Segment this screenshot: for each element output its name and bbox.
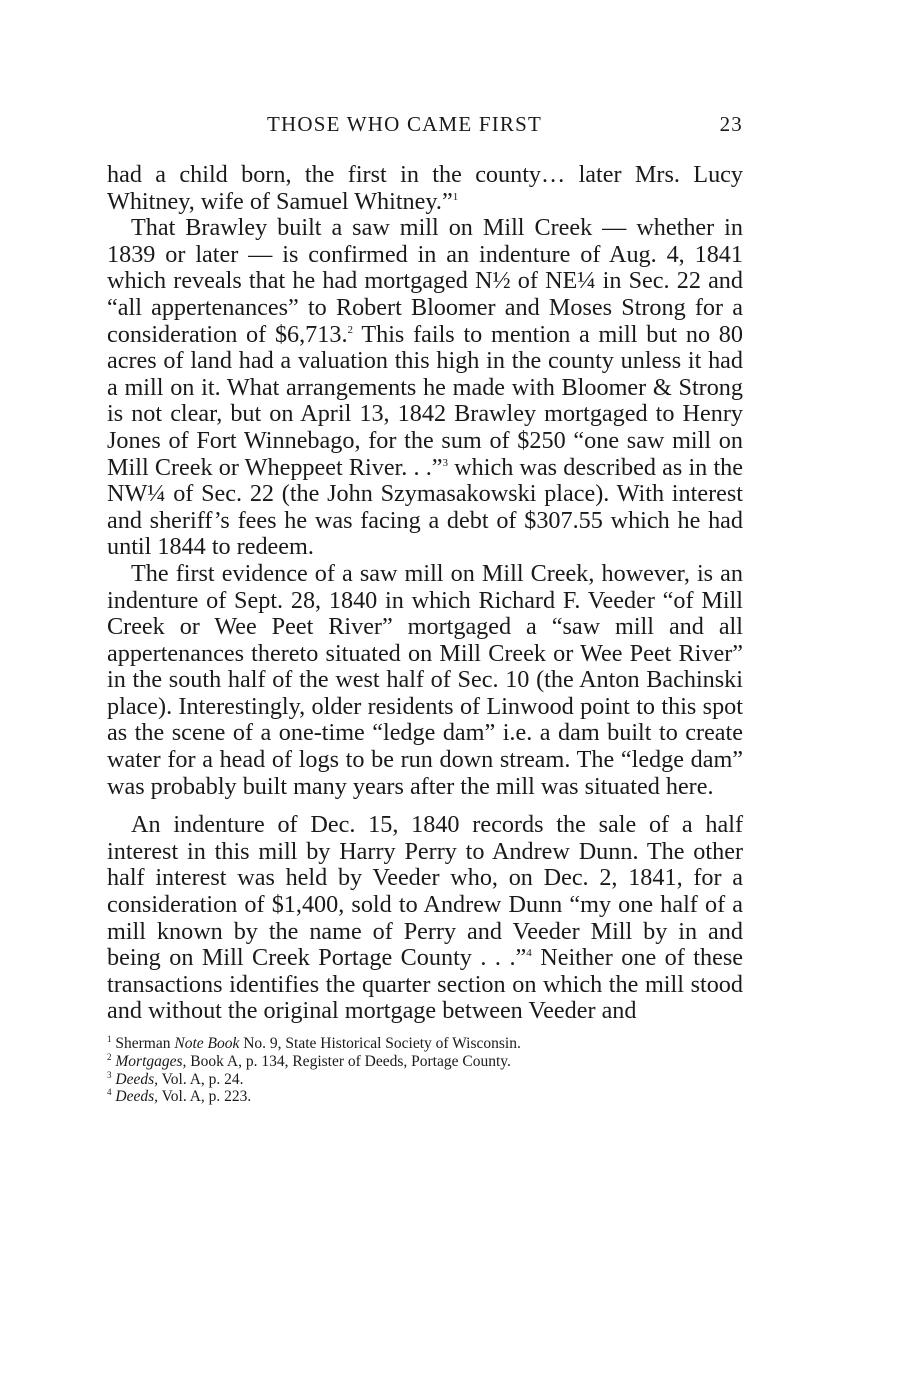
footnotes — [107, 1035, 743, 1106]
book-page — [107, 112, 743, 1106]
text-run: The first evidence of a saw mill on Mill Creek, however, is an indenture of Sept. 28, 1840 in which Richard F. Veeder “of Mill Creek or Wee Peet River” mortgaged a “saw mill and all appertenances thereto situated on Mill Creek or Wee Peet River” in the south half of the west half of Sec. 10 (the Anton Bachinski place). Interestingly, older residents of Linwood point to this spot as the scene of a one-time “ledge dam” i.e. a dam built to create water for a head of logs to be run down stream. The “ledge dam” was probably built many years after the mill was situated here. — [107, 559, 743, 800]
body-text — [107, 162, 743, 1025]
italic-title: Note Book — [174, 1035, 240, 1052]
footnote-number: 3 — [107, 1069, 112, 1080]
paragraph-2 — [107, 215, 743, 561]
italic-title: Deeds, — [115, 1070, 158, 1088]
footnote-number: 4 — [107, 1087, 112, 1098]
text-run: had a child born, the first in the county… later Mrs. Lucy Whitney, wife of Samuel Whitney.” — [107, 161, 743, 215]
footnote-number: 1 — [107, 1033, 112, 1044]
footnote-ref: 1 — [452, 190, 459, 203]
paragraph-1 — [107, 162, 743, 215]
text-run: Vol. A, p. 223. — [158, 1088, 252, 1106]
text-run: Book A, p. 134, Register of Deeds, Portage County. — [186, 1052, 511, 1070]
paragraph-4 — [107, 812, 743, 1025]
page-header — [107, 112, 743, 142]
text-run: That Brawley built a saw mill on Mill Creek — whether in 1839 or later — is confirmed in an indenture of Aug. 4, 1841 which reveals that he had mortgaged N½ of NE¼ in Sec. 22 and “all appertenances” to Robert Bloomer and Moses Strong for a consideration of $6,713. — [107, 214, 743, 348]
footnote-ref: 3 — [442, 456, 449, 469]
footnote-ref: 2 — [347, 323, 354, 336]
footnote-4 — [107, 1088, 743, 1106]
running-title: THOSE WHO CAME FIRST — [267, 112, 543, 136]
footnote-ref: 4 — [526, 947, 532, 960]
footnote-3 — [107, 1071, 743, 1089]
paragraph-3 — [107, 561, 743, 800]
footnote-number: 2 — [107, 1051, 112, 1062]
text-run: No. 9, State Historical Society of Wisconsin. — [239, 1035, 521, 1052]
text-run: Neither one of these transactions identifies the quarter section on which the mill stood and without the original mortgage between Veeder and — [107, 944, 743, 1025]
text-run: An indenture of Dec. 15, 1840 records the sale of a half interest in this mill by Harry Perry to Andrew Dunn. The other half interest was held by Veeder who, on Dec. 2, 1841, for a consideration of $1,400, sold to Andrew Dunn “my one half of a mill known by the name of Perry and Veeder Mill by in and being on Mill Creek Portage County . . .” — [107, 811, 743, 972]
text-run: which was described as in the NW¼ of Sec. 22 (the John Szymasakowski place). With interest and sheriff’s fees he was facing a debt of $307.55 which he had until 1844 to redeem. — [107, 453, 743, 561]
page-number: 23 — [719, 112, 743, 136]
footnote-2 — [107, 1053, 743, 1071]
text-run: Sherman — [111, 1035, 175, 1052]
text-run: This fails to mention a mill but no 80 acres of land had a valuation this high in the county unless it had a mill on it. What arrangements he made with Bloomer & Strong is not clear, but on April 13, 1842 Brawley mortgaged to Henry Jones of Fort Winnebago, for the sum of $250 “one saw mill on Mill Creek or Wheppeet River. . .” — [107, 320, 743, 481]
footnote-1 — [107, 1035, 743, 1053]
italic-title: Mortgages, — [115, 1052, 187, 1070]
text-run: Vol. A, p. 24. — [158, 1070, 244, 1088]
italic-title: Deeds, — [115, 1088, 158, 1106]
